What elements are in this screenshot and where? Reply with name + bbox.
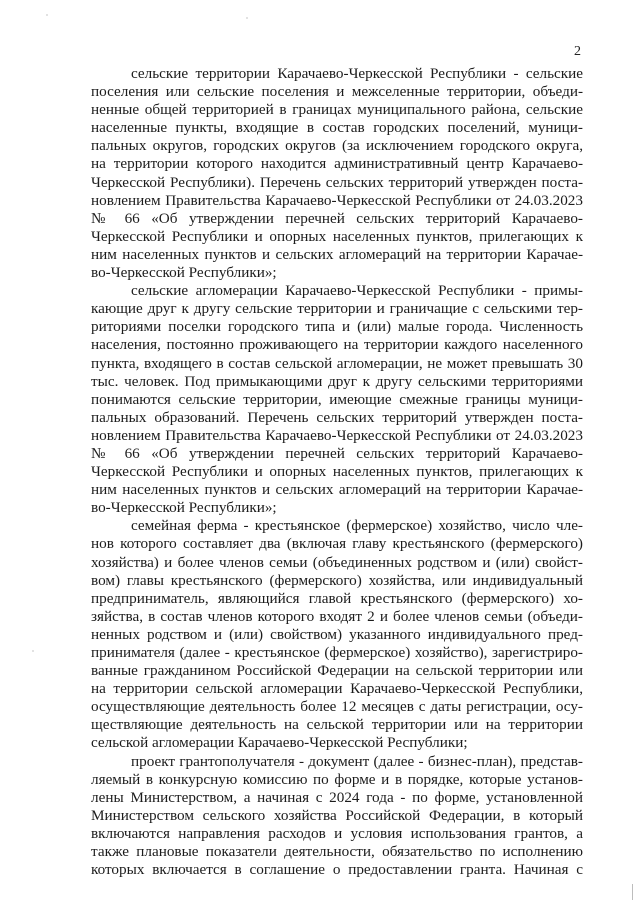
text-line: нов которого составляет два (включая главу крестьянского (фермерского) <box>91 535 583 553</box>
text-line: сельские агломерации Карачаево-Черкесской Республики - примы- <box>131 282 583 300</box>
text-line: кающие друг к другу сельские территории и граничащие с сельскими тер- <box>91 300 583 318</box>
text-line: предприниматель, являющийся главой крестьянского (фермерского) хо- <box>91 589 583 607</box>
text-line: новлением Правительства Карачаево-Черкесской Республики от 24.03.2023 <box>91 191 583 209</box>
text-line: также плановые показатели деятельности, обязательство по исполнению <box>91 843 583 861</box>
text-line: Черкесской Республики и опорных населенных пунктов, прилегающих к <box>91 227 583 245</box>
text-line: во-Черкесской Республики»; <box>91 264 277 282</box>
text-line: зяйства, в состав членов которого входят 2 и более членов семьи (объеди- <box>91 607 583 625</box>
text-line: ванные гражданином Российской Федерации на сельской территории или <box>91 662 583 680</box>
text-line: осуществляющие деятельность более 12 месяцев с даты регистрации, осу- <box>91 698 583 716</box>
text-line: семейная ферма - крестьянское (фермерское) хозяйство, число чле- <box>131 517 583 535</box>
scan-speck <box>46 14 48 16</box>
text-line: № 66 «Об утверждении перечней сельских территорий Карачаево- <box>91 444 583 462</box>
text-line: новлением Правительства Карачаево-Черкесской Республики от 24.03.2023 <box>91 426 583 444</box>
text-line: Черкесской Республики и опорных населенных пунктов, прилегающих к <box>91 463 583 481</box>
scan-speck <box>32 650 34 652</box>
text-line: ляемый в конкурсную комиссию по форме и в порядке, которые установ- <box>91 770 583 788</box>
text-line: Министерством сельского хозяйства Российской Федерации, в который <box>91 806 583 824</box>
text-line: сельской агломерации Карачаево-Черкесской Республики; <box>91 734 468 752</box>
text-line: сельские территории Карачаево-Черкесской Республики - сельские <box>131 65 583 82</box>
text-line: риториями поселки городского типа и (или) малые города. Численность <box>91 318 583 336</box>
text-line: № 66 «Об утверждении перечней сельских территорий Карачаево- <box>91 209 583 227</box>
text-line: пальных округов, городских округов (за исключением городского округа, <box>91 137 583 155</box>
text-line: во-Черкесской Республики»; <box>91 499 277 517</box>
scan-edge-mark <box>632 884 633 900</box>
text-line: которых включается в соглашение о предоставлении гранта. Начиная с <box>91 861 583 879</box>
text-line: вом) главы крестьянского (фермерского) хозяйства, или индивидуальный <box>91 571 583 589</box>
text-line: ненные общей территорией в границах муниципального района, сельские <box>91 101 583 119</box>
text-line: пункта, входящего в состав сельской агломерации, не может превышать 30 <box>91 354 583 372</box>
page-number: 2 <box>574 44 581 59</box>
text-line: проект грантополучателя - документ (далее - бизнес-план), представ- <box>131 752 583 770</box>
text-line: ним населенных пунктов и сельских агломераций на территории Карачае- <box>91 245 583 263</box>
text-line: на территории сельской агломерации Карачаево-Черкесской Республики, <box>91 680 583 698</box>
text-line: на территории которого находится административный центр Карачаево- <box>91 155 583 173</box>
text-line: ненных родством и (или) свойством) указанного индивидуального пред- <box>91 625 583 643</box>
scan-speck <box>246 17 248 19</box>
text-line: населенные пункты, входящие в состав городских поселений, муници- <box>91 119 583 137</box>
text-line: тыс. человек. Под примыкающими друг к другу сельскими территориями <box>91 372 583 390</box>
text-line: ществляющие деятельность на сельской территории или на территории <box>91 716 583 734</box>
text-line: населения, постоянно проживающего на территории каждого населенного <box>91 336 583 354</box>
text-line: ним населенных пунктов и сельских агломераций на территории Карачае- <box>91 481 583 499</box>
text-line: пальных образований. Перечень сельских территорий утвержден поста- <box>91 408 583 426</box>
text-line: лены Министерством, а начиная с 2024 года - по форме, установленной <box>91 788 583 806</box>
document-body <box>91 65 583 879</box>
text-line: хозяйства) и более членов семьи (объединенных родством и (или) свойст- <box>91 553 583 571</box>
text-line: принимателя (далее - крестьянское (фермерское) хозяйство), зарегистриро- <box>91 644 583 661</box>
text-line: Черкесской Республики). Перечень сельских территорий утвержден поста- <box>91 173 583 191</box>
text-line: включаются направления расходов и условия использования грантов, а <box>91 824 583 842</box>
text-line: поселения или сельские поселения и межселенные территории, объеди- <box>91 83 583 101</box>
text-line: понимаются сельские территории, имеющие смежные границы муници- <box>91 390 583 408</box>
